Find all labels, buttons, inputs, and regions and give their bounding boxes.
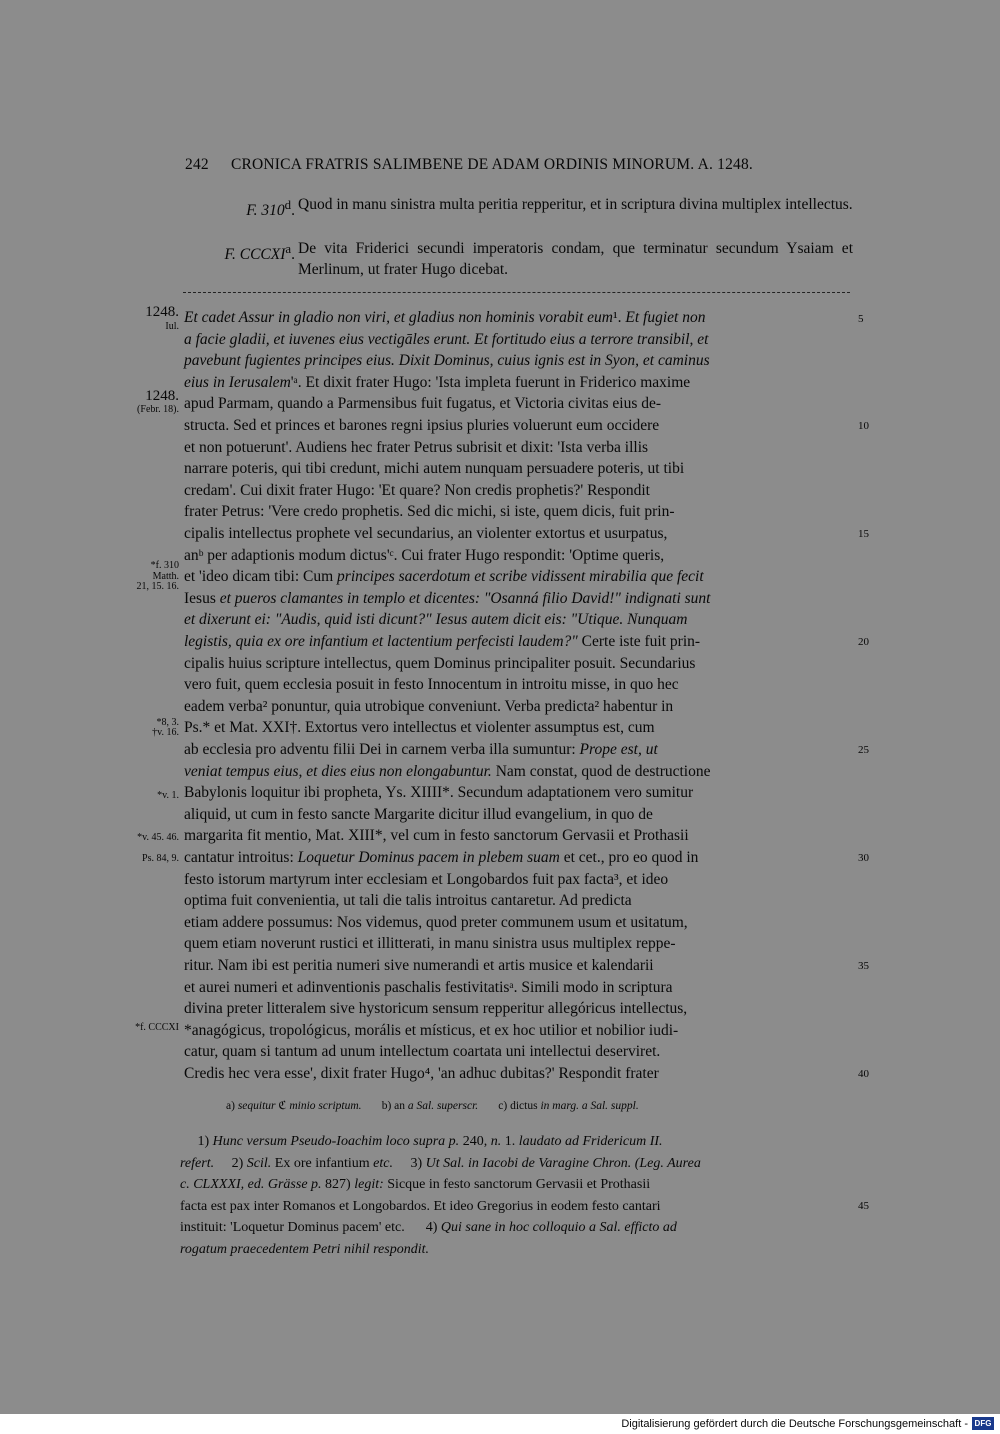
text-line: cipalis intellectus prophete vel secundarius, an violenter extortus et usurpatus, [184,525,668,542]
line-number: 25 [858,744,869,756]
margin-folio-310: *f. 310 [150,560,179,571]
margin-matth-ref: 21, 15. 16. [136,581,179,592]
text-line: narrare poteris, qui tibi credunt, michi autem nunquam persuadere poteris, ut tibi [184,460,685,478]
text-line: anᵇ per adaptionis modum dictus'ᶜ. Cui frater Hugo respondit: 'Optime queris, [184,546,665,564]
text-line: pavebunt fugientes principes eius. Dixit Dominus, cuius ignis est in Syon, et caminus [184,352,710,370]
text-line: credam'. Cui dixit frater Hugo: 'Et quare? Non credis prophetis?' Respondit [184,481,650,499]
footer-bar [0,1414,1000,1434]
text-line: optima fuit convenientia, ut tali die talis introitus cantaretur. Ad predicta [184,892,632,910]
text-line: festo istorum martyrum inter ecclesiam et Longobardos fuit pax facta³, et ideo [184,870,669,888]
footnote-line: c. CLXXXI, ed. Grässe p. 827) legit: Sicque in festo sanctorum Gervasii et Prothasii [180,1177,651,1193]
text-line: divina preter litteralem sive hystoricum sensum repperitur allegóricus intellectus, [184,1000,688,1018]
chapter-title-2: De vita Friderici secundi imperatoris condam, que terminatur secundum Ysaiam et Merlinum, ut frater Hugo dicebat. [298,240,853,278]
text-line: catur, quam si tantum ad unum intellectum coartata uni intellectui deserviret. [184,1043,661,1061]
text-line: et aurei numeri et adinventionis paschalis festivitatisᵃ. Simili modo in scriptura [184,978,673,996]
section-rule [183,292,850,293]
line-number: 40 [858,1068,869,1080]
dfg-logo: DFG [972,1417,994,1430]
folio-ref-2: F. CCCXI$^a$. [224,241,295,264]
footnote-line: 1) Hunc versum Pseudo-Ioachim loco supra p. 240, n. 1. laudato ad Fridericum II. [180,1134,663,1149]
text-line: eius in Ierusalem'ᵃ. Et dixit frater Hugo: 'Ista impleta fuerunt in Friderico maxime [184,373,691,391]
text-line: quem etiam noverunt rustici et illitterati, in manu sinistra usus multiplex reppe- [184,935,676,953]
text-line: apud Parmam, quando a Parmensibus fuit fugatus, et Victoria civitas eius de- [184,395,662,413]
line-number: 35 [858,960,869,972]
text-line: cantatur introitus: Loquetur Dominus pacem in plebem suam et cet., pro eo quod in [184,849,699,866]
text-line: et dixerunt ei: "Audis, quid isti dicunt?" Iesus autem dicit eis: "Utique. Nunquam [184,611,688,629]
page-number: 242 [185,156,209,173]
folio-ref-1: F. 310$^d$. [246,197,295,220]
text-line: a facie gladii, et iuvenes eius vectigāles erunt. Et fortitudo eius a terrore transibil, et [184,330,709,348]
text-line: Credis hec vera esse', dixit frater Hugo⁴, 'an adhuc dubitas?' Respondit frater [184,1065,659,1082]
chapter-title-1: Quod in manu sinistra multa peritia repperitur, et in scriptura divina multiplex intellectus. [298,196,853,213]
footnote-line: facta est pax inter Romanos et Longobardos. Et ideo Gregorius in eodem festo cantari [180,1198,661,1214]
margin-ref-v45: *v. 45. 46. [137,832,179,843]
funding-note: Digitalisierung gefördert durch die Deutsche Forschungsgemeinschaft - [621,1418,968,1430]
footnote-line: rogatum praecedentem Petri nihil respondit. [180,1242,429,1257]
line-number: 10 [858,420,869,432]
margin-ref-v1: *v. 1. [157,790,179,801]
text-line: Ps.* et Mat. XXI†. Extortus vero intellectus et violenter assumptus est, cum [184,719,655,737]
footnote-line: instituit: 'Loquetur Dominus pacem' etc. 4) Qui sane in hoc colloquio a Sal. efficto ad [180,1220,677,1236]
margin-year-2: 1248. [145,388,179,404]
line-number: 5 [858,313,864,325]
line-number: 30 [858,852,869,864]
text-line: cipalis huius scripture intellectus, quem Dominus principaliter posuit. Secundarius [184,654,696,672]
running-head [185,156,825,174]
line-number: 15 [858,528,869,540]
text-line: vero fuit, quem ecclesia posuit in festo Innocentum in introitu misse, in quo hec [184,676,679,694]
text-line: aliquid, ut cum in festo sancte Margarite dicitur illud evangelium, in quo de [184,805,653,823]
margin-month-1: Iul. [165,321,179,332]
text-line: Babylonis loquitur ibi propheta, Ys. XIIII*. Secundum adaptationem vero sumitur [184,784,694,802]
line-number: 45 [858,1200,869,1212]
text-line: margarita fit mentio, Mat. XIII*, vel cum in festo sanctorum Gervasii et Prothasii [184,827,689,845]
margin-matth: Matth. [152,571,179,582]
footnote-line: refert. 2) Scil. Ex ore infantium etc. 3) Ut Sal. in Iacobi de Varagine Chron. (Leg. Aurea [180,1155,701,1171]
margin-date-2: (Febr. 18). [137,404,179,415]
margin-year-1: 1248. [145,304,179,320]
text-line: et 'ideo dicam tibi: Cum principes sacerdotum et scribe vidissent mirabilia que fecit [184,568,704,586]
text-line: etiam addere possumus: Nos videmus, quod preter communem usum et usitatum, [184,913,688,931]
line-number: 20 [858,636,869,648]
text-line: veniat tempus eius, et dies eius non elongabuntur. Nam constat, quod de destructione [184,762,711,780]
text-line: et non potuerunt'. Audiens hec frater Petrus subrisit et dixit: 'Ista verba illis [184,438,649,456]
critical-apparatus: a) sequitur ℭ minio scriptum. b) an a Sal. superscr. c) dictus in marg. a Sal. suppl. [226,1100,639,1112]
text-line: legistis, quia ex ore infantium et lactentium perfecisti laudem?" Certe iste fuit prin- [184,633,701,650]
text-line: structa. Sed et princes et barones regni ipsius pluries voluerunt eum occidere [184,417,660,434]
margin-folio-cccxi: *f. CCCXI [135,1022,179,1033]
text-line: *anagógicus, tropológicus, morális et místicus, et ex hoc utilior et nobilior iudi- [184,1021,679,1039]
running-title: CRONICA FRATRIS SALIMBENE DE ADAM ORDINIS MINORUM. A. 1248. [230,156,753,173]
text-line: Iesus et pueros clamantes in templo et dicentes: "Osanná filio David!" indignati sunt [184,589,711,607]
margin-ref-ps84: Ps. 84, 9. [142,853,179,864]
text-line: Et cadet Assur in gladio non viri, et gladius non hominis vorabit eum¹. Et fugiet non [184,309,706,326]
margin-ref-8-3: *8, 3. [156,717,179,728]
text-line: ab ecclesia pro adventu filii Dei in carnem verba illa sumuntur: Prope est, ut [184,741,658,758]
margin-ref-v16: †v. 16. [152,727,179,738]
text-line: eadem verba² ponuntur, quia utrobique conveniunt. Verba predicta² habentur in [184,697,674,715]
text-line: frater Petrus: 'Vere credo prophetis. Sed dic michi, si iste, quem dicis, fuit prin- [184,503,675,521]
text-line: ritur. Nam ibi est peritia numeri sive numerandi et artis musice et kalendarii [184,957,654,974]
